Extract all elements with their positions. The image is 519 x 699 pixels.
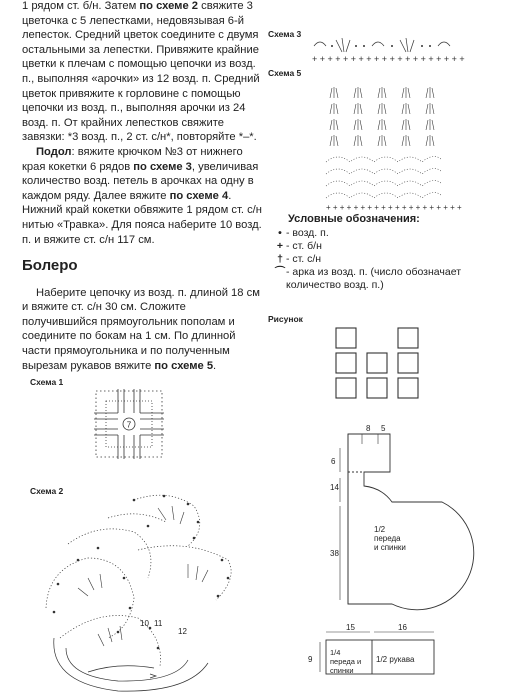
scheme2-number-11: 11: [154, 619, 163, 628]
paragraph-3: Наберите цепочку из возд. п. длиной 18 см и вяжите ст. с/н 30 см. Сложите получившийся прямоугольник пополам и соедините по бокам на 1 см. По длинной части прямоугольника и по полученным вырезам рукавов вяжите по схеме 5.: [22, 286, 260, 372]
dim-38: 38: [330, 549, 339, 558]
double-crochet-icon: †: [277, 253, 283, 265]
svg-text:+ + + + + + + + + + + + + + +: + + + + + + + + + + + + + + + + + + + +: [326, 203, 462, 212]
legend-item-sc: + - ст. б/н: [274, 240, 514, 253]
scheme1-center-number: 7: [126, 420, 132, 430]
square-4: [367, 353, 387, 373]
pattern-drawing: [322, 424, 472, 612]
legend: [274, 213, 514, 292]
scheme1-label: Схема 1: [30, 377, 64, 387]
scheme3-diagram: [312, 36, 465, 66]
square-8: [398, 378, 418, 398]
svg-text:+ + + + + + + + + + + + + + +: + + + + + + + + + + + + + + + + + + + +: [312, 54, 465, 64]
square-6: [336, 378, 356, 398]
front-label-1: 1/2: [374, 525, 386, 534]
legend-item-dc: † - ст. с/н: [274, 253, 514, 266]
chain-stitch-icon: •: [278, 227, 282, 239]
scheme2-label: Схема 2: [30, 486, 64, 496]
scheme2-number-12: 12: [178, 627, 187, 636]
scheme3-label: Схема 3: [268, 29, 302, 39]
dim-16: 16: [398, 623, 407, 632]
square-7: [367, 378, 387, 398]
paragraph-1: 1 рядом ст. б/н. Затем по схеме 2 свяжите 3 цветочка с 5 лепестками, недовязывая 6-й лепесток. Средний цветок соедините с двумя остальными за лепестки. Привяжите крайние цветки к плечам с помощью цепочки из возд. п., выполняя «арочки» из 12 возд. п. Средний цветок привяжите к горловине с помощью цепочки из возд. п., выполняя арочки из 24 возд. п. От крайних лепестков свяжите завязки: *3 возд. п., 2 ст. с/н*, повторяйте *–*.: [22, 0, 260, 144]
dim-14: 14: [330, 483, 339, 492]
quarter-label-3: спинки: [330, 666, 354, 675]
legend-item-arch: ⌒ - арка из возд. п. (число обозначает количество возд. п.): [274, 266, 462, 291]
square-2: [398, 328, 418, 348]
section-heading: Болеро: [22, 257, 78, 275]
front-label-3: и спинки: [374, 543, 406, 552]
scheme2-number-10: 10: [140, 619, 149, 628]
dim-8: 8: [366, 424, 371, 433]
scheme2-diagram: [38, 488, 248, 694]
chain-arch-icon: ⌒: [274, 266, 286, 278]
single-crochet-icon: +: [276, 240, 284, 252]
text-column: [22, 0, 262, 373]
square-3: [336, 353, 356, 373]
square-5: [398, 353, 418, 373]
legend-item-chain: • - возд. п.: [274, 227, 514, 240]
sleeve-label: 1/2 рукава: [376, 655, 415, 664]
sleeve-drawing: [302, 622, 442, 682]
dim-6: 6: [331, 457, 336, 466]
scheme5-diagram: [324, 82, 462, 212]
quarter-label-1: 1/4: [330, 648, 341, 657]
scheme1-diagram: [88, 383, 170, 467]
squares-diagram: [330, 326, 426, 402]
drawing-label: Рисунок: [268, 314, 303, 324]
dim-15: 15: [346, 623, 355, 632]
square-1: [336, 328, 356, 348]
legend-title: Условные обозначения:: [288, 213, 420, 225]
dim-9: 9: [308, 655, 313, 664]
quarter-label-2: переда и: [330, 657, 362, 666]
front-label-2: переда: [374, 534, 401, 543]
dim-5: 5: [381, 424, 386, 433]
scheme5-label: Схема 5: [268, 68, 302, 78]
paragraph-2: Подол: вяжите крючком №3 от нижнего края кокетки 6 рядов по схеме 3, увеличивая количество возд. петель в арочках на одну в каждом ряду. Далее вяжите по схеме 4. Нижний край кокетки обвяжите 1 рядом ст. с/н нитью «Травка». Для пояса наберите 10 возд. п. и вяжите ст. с/н 117 см.: [22, 145, 262, 246]
